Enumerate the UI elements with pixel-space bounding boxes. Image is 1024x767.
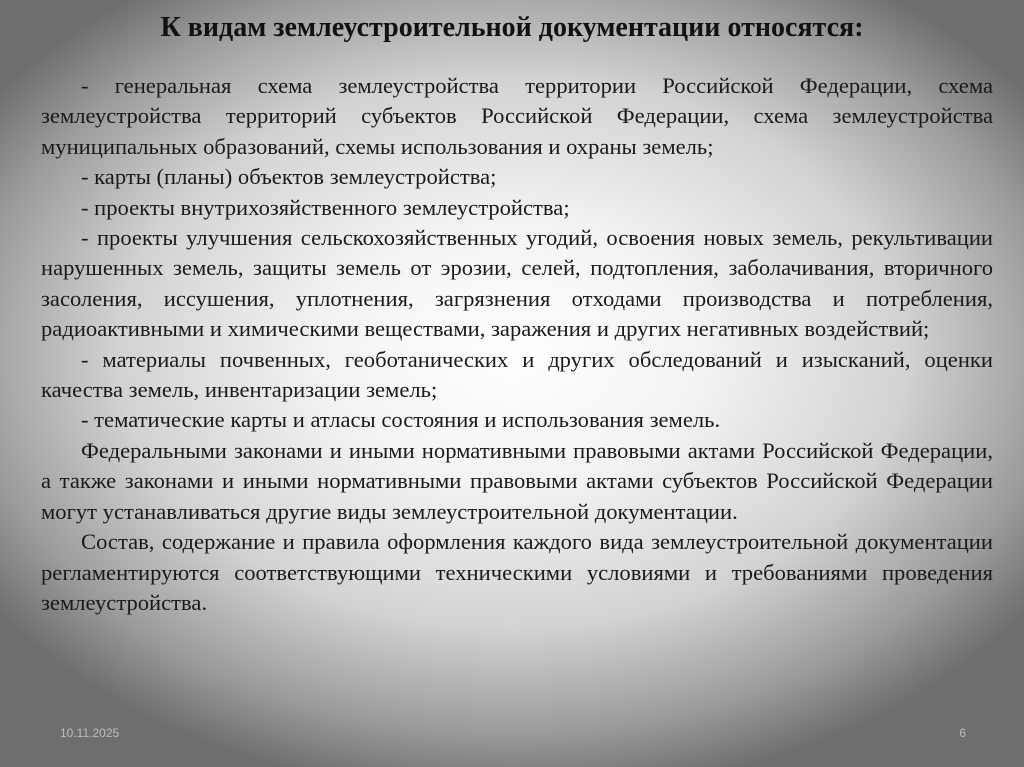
paragraph-maps-plans: - карты (планы) объектов землеустройства; bbox=[81, 164, 497, 190]
paragraph-thematic-maps: - тематические карты и атласы состояния и использования земель. bbox=[81, 407, 721, 433]
paragraph-improvement-projects: - проекты улучшения сельскохозяйственных угодий, освоения новых земель, рекультивации нарушенных земель, защиты земель от эрозии, селей, подтопления, заболачивания, вторичного засоления, иссушения, уплотнения, загрязнения отходами производства и потребления, радиоактивными и химическими веществами, заражения и других негативных воздействий; bbox=[41, 225, 993, 342]
paragraph-intrafarm-projects: - проекты внутрихозяйственного землеустройства; bbox=[81, 194, 570, 220]
paragraph-general-schemes: - генеральная схема землеустройства территории Российской Федерации, схема землеустройства территорий субъектов Российской Федерации, схема землеустройства муниципальных образований, схемы использования и охраны земель; bbox=[41, 73, 993, 159]
paragraph-survey-materials: - материалы почвенных, геоботанических и других обследований и изысканий, оценки качества земель, инвентаризации земель; bbox=[41, 346, 993, 403]
slide-title: К видам землеустроительной документации относятся: bbox=[160, 12, 864, 43]
paragraph-federal-laws: Федеральными законами и иными нормативными правовыми актами Российской Федерации, а также законами и иными нормативными правовыми актами субъектов Российской Федерации могут устанавливаться другие виды землеустроительной документации. bbox=[41, 437, 993, 524]
footer-date: 10.11.2025 bbox=[60, 726, 120, 740]
paragraph-composition-rules: Состав, содержание и правила оформления каждого вида землеустроительной документации регламентируются соответствующими техническими условиями и требованиями проведения землеустройства. bbox=[41, 529, 993, 615]
slide-body bbox=[41, 71, 993, 618]
footer-page-number: 6 bbox=[959, 726, 966, 740]
